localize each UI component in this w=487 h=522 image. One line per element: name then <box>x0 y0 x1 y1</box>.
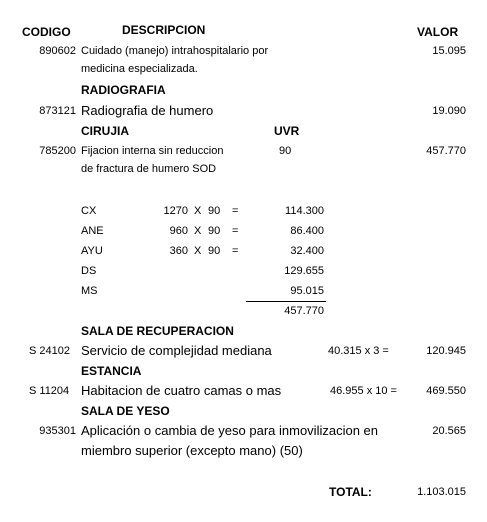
section-title: SALA DE RECUPERACION <box>81 324 234 338</box>
multiplier: 90 <box>208 225 221 237</box>
item-code: 890602 <box>39 45 76 57</box>
breakdown-total: 95.015 <box>290 285 324 297</box>
item-description: Servicio de complejidad mediana <box>81 343 272 358</box>
item-value: 457.770 <box>426 145 466 157</box>
codigo-header: CODIGO <box>22 25 71 39</box>
multiplier: 90 <box>208 245 221 257</box>
times-sign: X <box>194 245 202 257</box>
equals-sign: = <box>232 245 239 257</box>
item-description: miembro superior (excepto mano) (50) <box>81 443 303 458</box>
item-calculation: 40.315 x 3 = <box>328 345 389 357</box>
breakdown-label: AYU <box>81 245 103 257</box>
breakdown-number: 1270 <box>163 205 188 217</box>
sum-line <box>246 301 326 302</box>
equals-sign: = <box>232 205 239 217</box>
item-calculation: 46.955 x 10 = <box>330 385 397 397</box>
item-value: 20.565 <box>432 425 466 437</box>
breakdown-number: 960 <box>169 225 188 237</box>
equals-sign: = <box>232 225 239 237</box>
item-value: 19.090 <box>432 105 466 117</box>
item-code: 785200 <box>39 145 76 157</box>
breakdown-label: ANE <box>81 225 104 237</box>
total-label: TOTAL: <box>329 485 372 499</box>
item-value: 120.945 <box>426 345 466 357</box>
multiplier: 90 <box>208 205 221 217</box>
item-description: Habitacion de cuatro camas o mas <box>81 383 282 398</box>
breakdown-label: CX <box>81 205 97 217</box>
item-code: 935301 <box>39 425 76 437</box>
breakdown-total: 86.400 <box>290 225 324 237</box>
times-sign: X <box>194 225 202 237</box>
breakdown-total: 32.400 <box>290 245 324 257</box>
item-value: 469.550 <box>426 385 466 397</box>
breakdown-label: MS <box>81 285 98 297</box>
item-code: 873121 <box>39 105 76 117</box>
uvr-header: UVR <box>274 124 300 138</box>
total-value: 1.103.015 <box>417 486 466 498</box>
item-description: medicina especializada. <box>81 63 198 75</box>
uvr-value: 90 <box>279 145 292 157</box>
breakdown-total: 129.655 <box>284 265 324 277</box>
item-code: S 24102 <box>29 345 70 357</box>
section-title: CIRUJIA <box>81 124 130 138</box>
item-code: S 11204 <box>29 385 70 397</box>
item-description: de fractura de humero SOD <box>81 163 217 175</box>
item-value: 15.095 <box>432 45 466 57</box>
breakdown-total: 114.300 <box>285 205 324 217</box>
section-title: SALA DE YESO <box>81 404 170 418</box>
times-sign: X <box>194 205 202 217</box>
section-title: RADIOGRAFIA <box>81 83 166 97</box>
descripcion-header: DESCRIPCION <box>122 23 206 37</box>
item-description: Fijacion interna sin reduccion <box>81 145 224 157</box>
item-description: Cuidado (manejo) intrahospitalario por <box>81 45 269 57</box>
item-description: Aplicación o cambia de yeso para inmovilizacion en <box>81 423 378 438</box>
item-description: Radiografia de humero <box>81 103 214 118</box>
breakdown-number: 360 <box>169 245 188 257</box>
breakdown-sum: 457.770 <box>284 305 324 317</box>
section-title: ESTANCIA <box>81 364 142 378</box>
valor-header: VALOR <box>417 25 459 39</box>
breakdown-label: DS <box>81 265 97 277</box>
